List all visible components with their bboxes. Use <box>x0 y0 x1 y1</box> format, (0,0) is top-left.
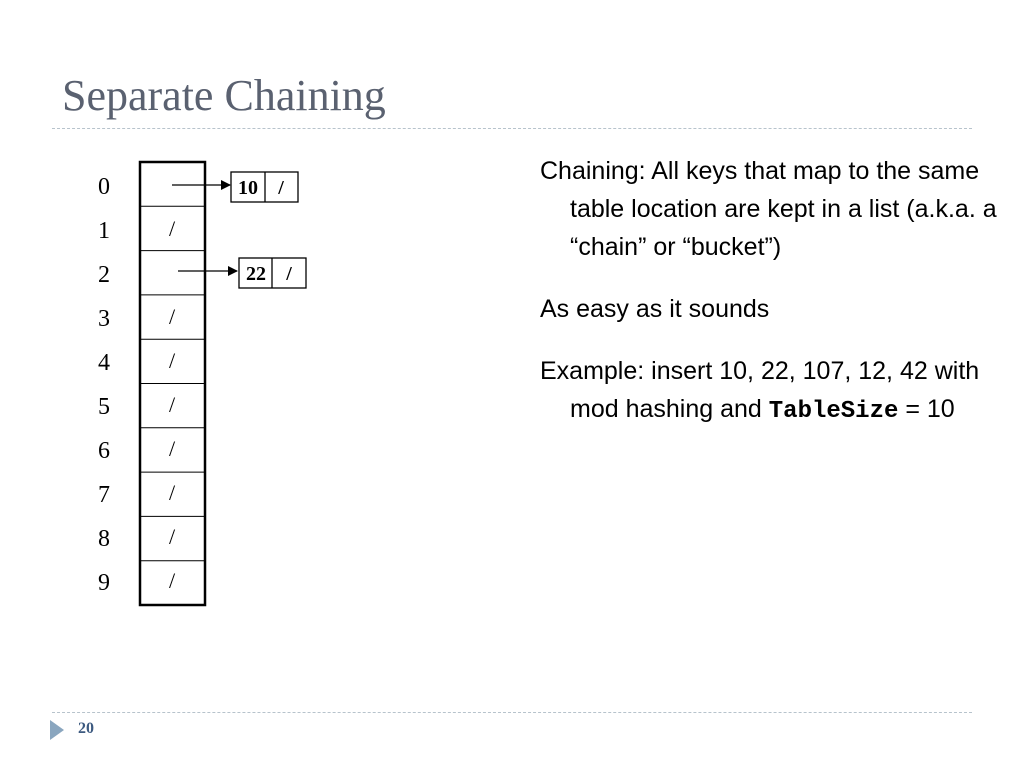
index-label-2: 2 <box>98 262 110 288</box>
table-cell-4: / <box>168 348 176 373</box>
index-label-8: 8 <box>98 526 110 552</box>
chaining-definition <box>540 152 1010 266</box>
chain-node-next: / <box>278 177 284 199</box>
index-label-9: 9 <box>98 570 110 596</box>
easy-text: As easy as it sounds <box>540 295 770 323</box>
index-label-5: 5 <box>98 394 110 420</box>
example-paragraph <box>540 352 1010 431</box>
table-cell-6: / <box>168 436 176 461</box>
slide-number: 20 <box>78 720 94 737</box>
index-label-1: 1 <box>98 218 110 244</box>
table-cell-7: / <box>168 480 176 505</box>
footer-triangle-icon <box>50 720 64 740</box>
example-lead: Example: <box>540 357 645 385</box>
easy-note <box>540 290 1010 328</box>
hash-table-diagram <box>0 0 520 640</box>
slide-title: Separate Chaining <box>62 71 386 120</box>
example-text: insert 10, 22, 107, 12, 42 with mod hashing and <box>570 357 980 423</box>
chain-node-next: / <box>286 263 292 285</box>
slide-body <box>540 152 1010 455</box>
table-cell-9: / <box>168 568 176 593</box>
chain-node-value: 10 <box>238 177 258 199</box>
chaining-text: All keys that map to the same table location are kept in a list (a.k.a. a “chain” or “bucket”) <box>570 157 997 261</box>
footer-divider <box>52 712 972 713</box>
chaining-lead: Chaining: <box>540 157 646 185</box>
table-cell-5: / <box>168 392 176 417</box>
tablesize-code: TableSize <box>768 398 899 425</box>
table-cell-1: / <box>168 216 176 241</box>
table-cell-8: / <box>168 524 176 549</box>
table-cell-3: / <box>168 304 176 329</box>
index-label-7: 7 <box>98 482 110 508</box>
index-label-6: 6 <box>98 438 110 464</box>
index-label-3: 3 <box>98 306 110 332</box>
index-label-0: 0 <box>98 174 110 200</box>
index-label-4: 4 <box>98 350 110 376</box>
chain-node-value: 22 <box>246 263 266 285</box>
example-tail: = 10 <box>905 395 955 423</box>
